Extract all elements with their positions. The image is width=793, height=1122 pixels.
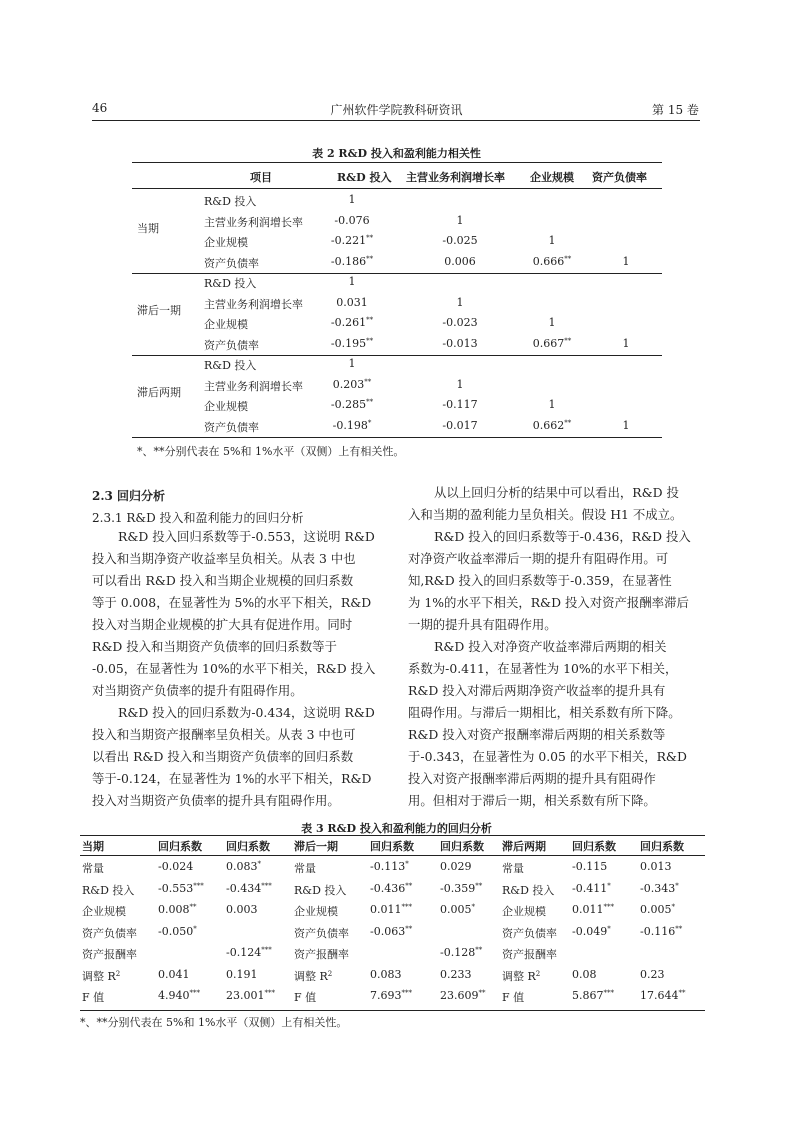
table3-row-label-value: 常量 [294,862,316,875]
significance-marker: * [193,924,197,933]
table2-group-rule [132,355,662,356]
table2-cell-value: -0.186 [330,254,367,268]
paragraph-line: 于-0.343，在显著性为 0.05 的水平下相关，R&D [408,749,687,764]
table2-row-label: R&D 投入 [204,195,257,208]
significance-marker: ** [189,903,197,911]
table3-header-cell: 回归系数 [226,840,270,853]
table2-cell-value: 1 [456,213,464,227]
significance-marker: *** [261,881,272,890]
significance-marker: * [607,881,611,890]
table3-cell-value: 0.013 [640,860,672,873]
table2-cell-value: 1 [348,275,356,288]
table3-cell [158,925,197,938]
table3-row-label [82,968,120,984]
left-paragraph-1 [92,526,397,702]
table3-header-cell: 当期 [82,840,104,853]
paragraph-line: 一期的提升具有阻碍作用。 [408,617,557,632]
table3-cell-value: -0.116 [640,924,676,938]
table2-cell-value: -0.198 [332,418,368,432]
table3-cell [572,882,611,895]
table3-cell [640,860,672,873]
significance-marker: ** [366,234,374,242]
significance-marker: * [367,418,372,427]
table3-cell [640,968,665,981]
table3-row-label [294,882,346,898]
table3-caption: 表 3 R&D 投入和盈利能力的回归分析 [301,822,492,835]
table3-cell [640,903,675,916]
table3-cell-value: 0.083 [226,860,258,873]
table3-cell [158,968,190,981]
table3-note: *、**分别代表在 5%和 1%水平（双侧）上有相关性。 [80,1016,348,1029]
table3-row-label [82,860,104,876]
table3-header-cell: 滞后一期 [294,840,338,853]
paragraph-line: R&D 投入对净资产收益率滞后两期的相关 [434,639,667,654]
table3-row-label-value: 常量 [502,862,524,875]
table3-row-label [294,989,316,1005]
table2-cell-value: 1 [622,418,630,432]
table2-cell [596,255,656,268]
significance-marker: ** [564,418,572,427]
paragraph-line: R&D 投入的回归系数为-0.434，这说明 R&D [118,705,375,720]
table3-row-label-value: 调整 R [82,969,116,983]
table2-top-rule [132,162,662,163]
table2-cell [522,316,582,329]
significance-marker: ** [475,881,483,890]
table3-row-label [502,925,557,941]
table3-header-cell: 回归系数 [440,840,484,853]
table2-row-label: 主营业务利润增长率 [204,215,303,229]
table3-row-label-value: F 值 [82,991,105,1004]
header-rule [92,120,700,121]
significance-marker: *** [193,881,204,890]
table3-cell [370,882,412,895]
journal-title: 广州软件学院教科研资讯 [330,103,463,117]
table2-header-rd: R&D 投入 [337,171,392,184]
volume-number: 第 15 卷 [652,103,699,117]
right-paragraph-2 [408,526,713,636]
table2-cell [322,398,382,411]
section-subheading: 2.3.1 R&D 投入和盈利能力的回归分析 [92,511,304,525]
paragraph-line: R&D 投入和当期资产负债率的回归系数等于 [92,639,337,654]
significance-marker: *** [261,946,272,954]
table3-cell [440,860,472,873]
table2-period-label: 滞后两期 [137,386,181,399]
table3-row-label-value: 资产报酬率 [294,948,349,961]
table3-row-label-value: 企业规模 [294,905,338,918]
table3-row-label-value: F 值 [294,991,317,1004]
table2-cell-value: -0.261 [330,316,367,329]
table2-note: *、**分别代表在 5%和 1%水平（双侧）上有相关性。 [137,445,405,458]
table2-cell [596,337,656,350]
table3-row-label [294,925,349,941]
table3-cell [226,968,258,981]
significance-marker: * [671,903,675,911]
table3-cell-value: 23.001 [226,989,265,1002]
table2-cell [522,419,582,432]
paragraph-line: 等于-0.124，在显著性为 1%的水平下相关，R&D [92,771,372,786]
table2-cell-value: -0.025 [442,234,478,247]
table3-row-label [82,925,137,941]
significance-marker: * [471,903,475,911]
significance-marker: ** [366,398,374,406]
table3-cell-value: 0.23 [640,967,665,981]
table2-cell-value: 1 [348,357,356,370]
table3-row-label [502,989,524,1005]
table2-row-label: 资产负债率 [204,338,259,352]
table3-cell-value: -0.343 [640,881,676,895]
table3-row-label [82,946,137,962]
table2-cell-value: 1 [622,254,630,268]
table3-row-label [82,903,126,919]
table3-cell-value: 0.191 [226,967,258,981]
table2-cell-value: -0.195 [330,336,367,350]
significance-marker: *** [189,989,200,997]
paragraph-line: 用。但相对于滞后一期，相关系数有所下降。 [408,793,656,808]
significance-marker: *** [401,903,412,911]
table2-cell [430,234,490,247]
table2-cell [322,419,382,432]
table3-row-label [294,860,316,876]
table2-row-label: 资产负债率 [204,256,259,270]
paragraph-line: 投入和当期资产报酬率呈负相关。从表 3 中也可 [92,727,356,742]
table2-cell-value: -0.221 [330,234,367,247]
table2-row-label: R&D 投入 [204,359,257,372]
table2-cell [322,275,382,288]
table2-cell-value: -0.013 [442,336,478,350]
table3-cell-value: 0.083 [370,967,402,981]
table3-cell-value: 0.233 [440,967,472,981]
table3-cell-value: 0.005 [440,903,472,916]
table2-period-label: 滞后一期 [137,304,181,317]
table2-cell-value: 0.203 [332,377,365,391]
paragraph-line: 投入对当期企业规模的扩大具有促进作用。同时 [92,617,353,632]
table2-cell [322,357,382,370]
table3-cell-value: -0.124 [226,946,262,959]
table3-row-label-value: 调整 R [294,969,328,983]
table3-cell [440,968,472,981]
significance-marker: *** [603,903,614,911]
table3-cell-value: 0.005 [640,903,672,916]
table3-header-cell: 回归系数 [158,840,202,853]
table2-cell-value: 1 [456,377,464,391]
table3-cell [440,989,486,1002]
significance-marker: * [257,860,261,868]
table3-cell [370,968,402,981]
table2-cell [522,337,582,350]
table3-cell-value: -0.063 [370,924,406,938]
table3-row-label [294,946,349,962]
table3-cell-value: -0.115 [572,860,608,873]
table3-cell-value: -0.024 [158,860,194,873]
table3-cell [226,946,272,959]
table2-header-debt: 资产负债率 [592,171,647,184]
table3-cell-value: 4.940 [158,989,190,1002]
table3-row-label-value: 调整 R [502,969,536,983]
table2-row-label: 资产负债率 [204,420,259,434]
paragraph-line: 投入对当期资产负债率的提升具有阻碍作用。 [92,793,340,808]
table3-cell [226,989,275,1002]
table3-row-label-value: 常量 [82,862,104,875]
significance-marker: ** [475,946,483,954]
table2-header-item: 项目 [250,171,272,184]
table3-cell [572,968,597,981]
table2-cell [322,378,382,391]
table3-cell [640,989,686,1002]
table3-cell-value: -0.411 [572,881,608,895]
significance-marker: ** [366,254,374,263]
paragraph-line: 投入和当期净资产收益率呈负相关。从表 3 中也 [92,551,356,566]
table3-row-label-value: 资产报酬率 [502,948,557,961]
significance-marker: ** [675,924,683,933]
table2-cell-value: 1 [622,336,630,350]
r-squared-superscript: 2 [535,969,541,978]
table2-header-growth: 主营业务利润增长率 [406,171,505,184]
table3-row-label-value: R&D 投入 [82,883,135,897]
table2-cell [322,193,382,206]
table3-top-rule [80,835,705,836]
table2-row-label: 企业规模 [204,318,248,331]
paragraph-line: 阻碍作用。与滞后一期相比，相关系数有所下降。 [408,705,681,720]
table3-cell-value: -0.553 [158,881,194,895]
table3-cell [572,925,611,938]
table2-cell [430,316,490,329]
table2-cell [430,378,490,391]
table3-cell-value: 17.644 [640,989,679,1002]
table3-row-label-value: R&D 投入 [294,883,347,897]
significance-marker: * [607,924,611,933]
table2-cell-value: -0.023 [442,316,478,329]
table2-cell-value: 1 [548,234,556,247]
table3-cell [158,860,193,873]
table3-header-cell: 回归系数 [640,840,684,853]
table2-row-label: 主营业务利润增长率 [204,297,303,311]
table3-row-label [502,968,540,984]
table2-cell-value: -0.117 [442,398,478,411]
table2-cell [522,234,582,247]
table2-row-label: 企业规模 [204,236,248,249]
significance-marker: ** [405,924,413,933]
table3-cell [370,903,412,916]
table2-cell-value: 1 [348,193,356,206]
paragraph-line: R&D 投入回归系数等于-0.553，这说明 R&D [118,529,375,544]
table2-cell-value: -0.017 [442,418,478,432]
table2-cell-value: 1 [548,316,556,329]
table3-row-label-value: 企业规模 [502,905,546,918]
left-paragraph-2 [92,702,397,812]
paragraph-line: 以看出 R&D 投入和当期资产负债率的回归系数 [92,749,354,764]
paragraph-line: R&D 投入对滞后两期净资产收益率的提升具有 [408,683,666,698]
significance-marker: *** [264,989,275,997]
significance-marker: *** [603,989,614,997]
table3-row-label [502,946,557,962]
table3-row-label-value: 资产负债率 [294,926,349,940]
table3-row-label [502,882,554,898]
table3-cell-value: -0.050 [158,924,194,938]
table2-cell [430,296,490,309]
significance-marker: * [405,860,409,868]
table3-cell [370,989,412,1002]
table2-period-label: 当期 [137,222,159,235]
paragraph-line: -0.05，在显著性为 10%的水平下相关，R&D 投入 [92,661,376,676]
table2-cell-value: 1 [456,295,464,309]
table2-group-rule [132,273,662,274]
table3-cell [226,903,258,916]
table3-cell-value: 7.693 [370,989,402,1002]
table2-cell [522,398,582,411]
table3-row-label [294,903,338,919]
table2-cell-value: -0.285 [330,398,367,411]
table2-cell [322,255,382,268]
table3-header-cell: 回归系数 [572,840,616,853]
paragraph-line: 知,R&D 投入的回归系数等于-0.359，在显著性 [408,573,672,588]
paragraph-line: 从以上回归分析的结果中可以看出，R&D 投 [434,485,679,500]
paragraph-line: 系数为-0.411，在显著性为 10%的水平下相关， [408,661,678,676]
table3-cell-value: 5.867 [572,989,604,1002]
table3-row-label-value: 资产负债率 [82,926,137,940]
table2-cell-value: 0.666 [532,254,565,268]
table3-cell [440,903,475,916]
table2-cell [430,337,490,350]
table3-cell [572,903,614,916]
table3-cell-value: -0.113 [370,860,406,873]
table2-group-rule [132,437,662,438]
significance-marker: ** [366,316,374,324]
table2-cell [322,214,382,227]
table3-cell [158,882,204,895]
table2-cell-value: 0.006 [444,254,476,268]
table3-bottom-rule [80,1010,705,1011]
significance-marker: ** [564,336,572,345]
table3-row-label-value: F 值 [502,991,525,1004]
significance-marker: * [675,881,679,890]
paragraph-line: 入和当期的盈利能力呈负相关。假设 H1 不成立。 [408,507,683,522]
table3-cell-value: 0.011 [572,903,604,916]
table3-header-rule [80,855,705,856]
significance-marker: ** [405,881,413,890]
table3-cell-value: -0.359 [440,881,476,895]
table3-cell [440,946,482,959]
paragraph-line: 投入对资产报酬率滞后两期的提升具有阻碍作 [408,771,656,786]
table3-cell [640,925,682,938]
table3-cell-value: 0.011 [370,903,402,916]
page-number: 46 [92,101,108,115]
table3-cell [370,860,409,873]
table2-header-rule [132,188,662,189]
table3-header-cell: 滞后两期 [502,840,546,853]
table3-cell-value: -0.436 [370,881,406,895]
table3-row-label [294,968,332,984]
paragraph-line: 等于 0.008，在显著性为 5%的水平下相关，R&D [92,595,372,610]
table3-row-label [502,903,546,919]
table3-row-label [82,882,134,898]
table2-header-size: 企业规模 [530,171,574,184]
paragraph-line: 可以看出 R&D 投入和当期企业规模的回归系数 [92,573,354,588]
significance-marker: ** [478,989,486,997]
table3-row-label [502,860,524,876]
table3-cell [572,860,607,873]
table2-row-label: 企业规模 [204,400,248,413]
table2-cell [322,337,382,350]
table3-row-label-value: R&D 投入 [502,883,555,897]
table3-row-label-value: 资产报酬率 [82,948,137,961]
table3-row-label-value: 资产负债率 [502,926,557,940]
paragraph-line: 对净资产收益率滞后一期的提升有阻碍作用。可 [408,551,669,566]
table2-cell [430,419,490,432]
table3-cell-value: -0.128 [440,946,476,959]
table3-cell-value: 0.029 [440,860,472,873]
significance-marker: ** [678,989,686,997]
table3-cell-value: 0.008 [158,903,190,916]
table2-cell [596,419,656,432]
paragraph-line: R&D 投入对资产报酬率滞后两期的相关系数等 [408,727,666,742]
table3-cell [158,903,197,916]
table3-cell [440,882,482,895]
table2-cell [322,234,382,247]
table3-cell-value: -0.434 [226,881,262,895]
table2-cell [522,255,582,268]
table2-cell [430,255,490,268]
table3-row-label-value: 企业规模 [82,905,126,918]
r-squared-superscript: 2 [115,969,121,978]
table3-cell-value: 0.003 [226,903,258,916]
paragraph-line: 为 1%的水平下相关，R&D 投入对资产报酬率滞后 [408,595,689,610]
table3-cell-value: 0.08 [572,967,597,981]
table3-cell-value: 23.609 [440,989,479,1002]
paragraph-line: R&D 投入的回归系数等于-0.436，R&D 投入 [434,529,691,544]
paragraph-line: 对当期资产负债率的提升有阻碍作用。 [92,683,303,698]
table2-cell [322,296,382,309]
table3-cell-value: 0.041 [158,967,190,981]
table3-cell [158,989,200,1002]
significance-marker: ** [366,336,374,345]
right-paragraph-1 [408,482,713,526]
significance-marker: ** [364,377,372,386]
table2-row-label: R&D 投入 [204,277,257,290]
table3-cell [572,989,614,1002]
table2-cell-value: 1 [548,398,556,411]
table2-cell-value: 0.667 [532,336,565,350]
right-paragraph-3 [408,636,713,812]
table2-cell [430,398,490,411]
table2-cell-value: -0.076 [334,213,370,227]
r-squared-superscript: 2 [327,969,333,978]
table2-cell-value: 0.031 [336,295,368,309]
table2-cell [322,316,382,329]
table3-cell [370,925,412,938]
significance-marker: ** [564,254,572,263]
table2-cell-value: 0.662 [532,418,565,432]
significance-marker: *** [401,989,412,997]
table2-caption: 表 2 R&D 投入和盈利能力相关性 [312,147,481,160]
table3-cell-value: -0.049 [572,924,608,938]
table2-row-label: 主营业务利润增长率 [204,379,303,393]
table3-cell [640,882,679,895]
table3-cell [226,860,261,873]
table3-cell [226,882,272,895]
table3-row-label [82,989,104,1005]
table3-header-cell: 回归系数 [370,840,414,853]
table2-cell [430,214,490,227]
section-heading: 2.3 回归分析 [92,489,166,503]
